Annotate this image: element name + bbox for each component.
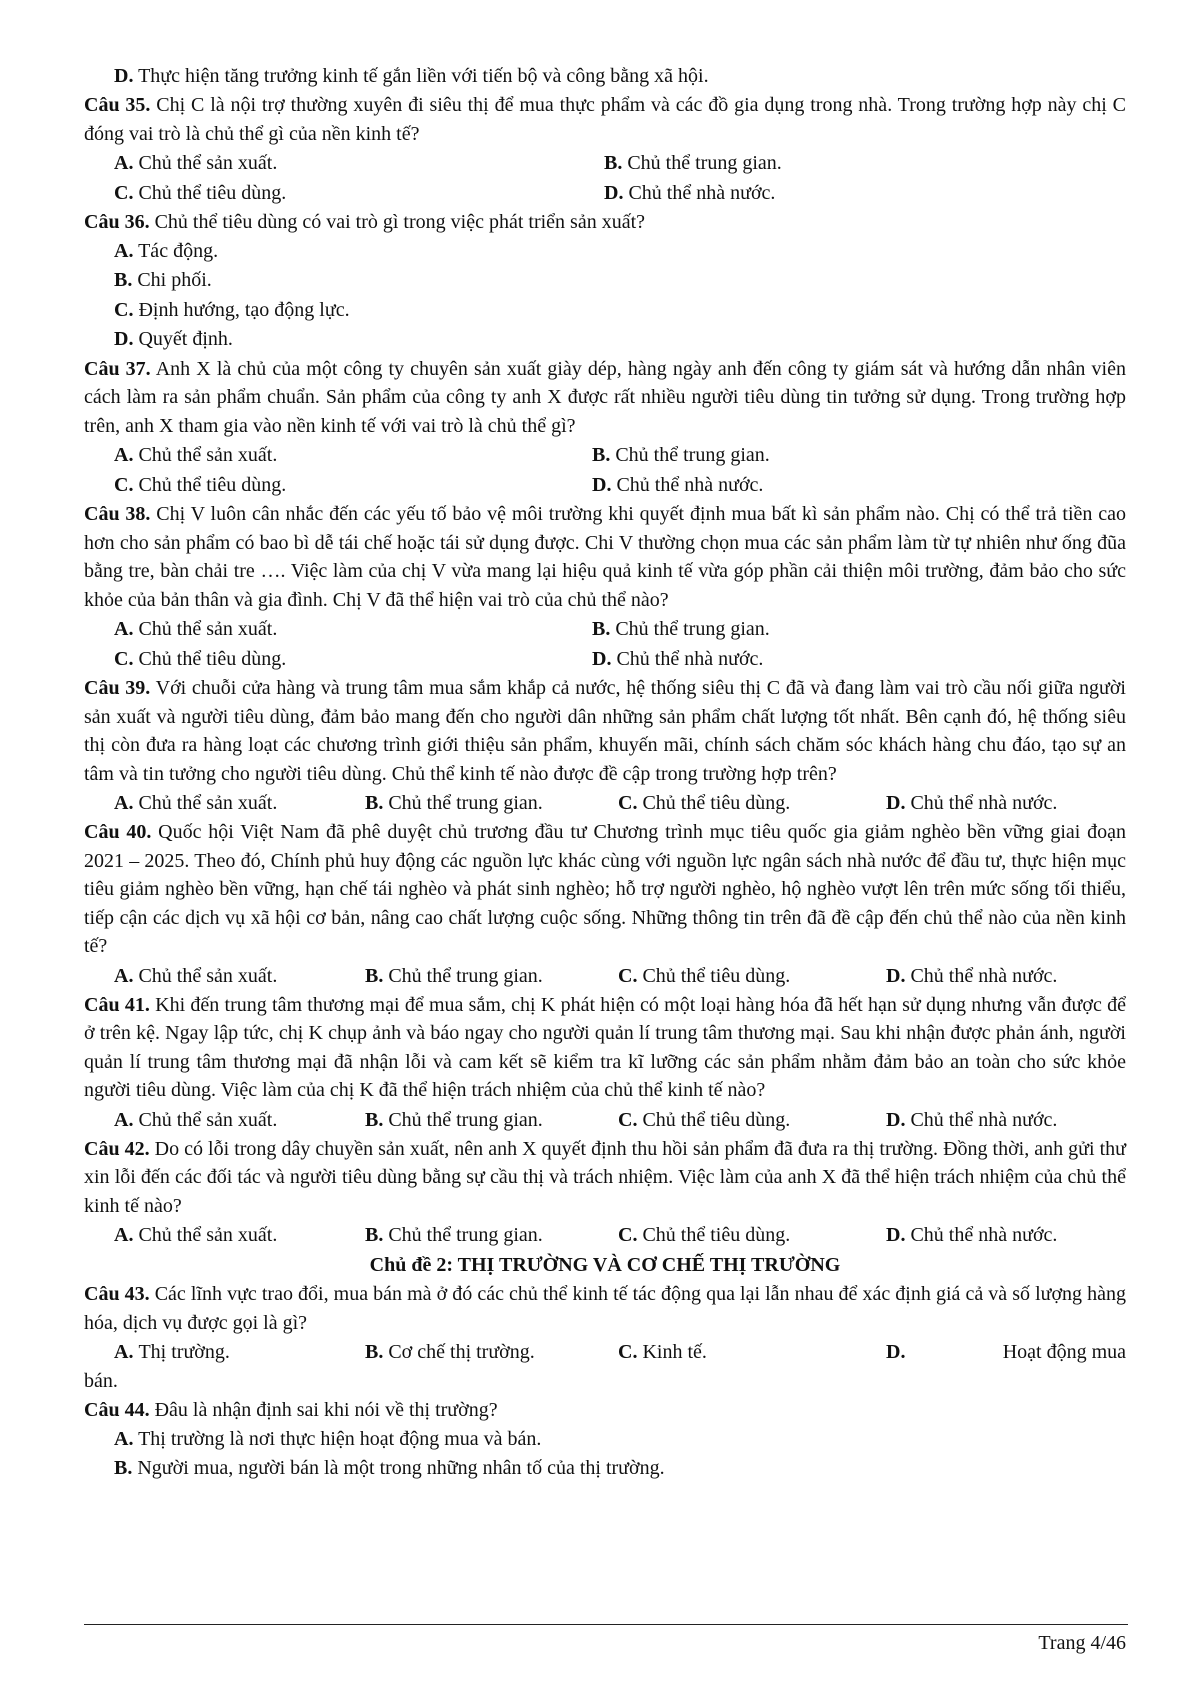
option-d: D. Quyết định. — [114, 328, 233, 350]
option-c: C. Định hướng, tạo động lực. — [114, 298, 350, 321]
option-d-continuation: bán. — [84, 1370, 118, 1392]
option-d: D. Chủ thể nhà nước. — [592, 474, 764, 496]
question-text: Chị C là nội trợ thường xuyên đi siêu thị để mua thực phẩm và các đồ gia dụng trong nhà. Trong trường hợp này chị C đóng vai trò là chủ thể gì của nền kinh tế? — [84, 94, 1126, 145]
question-text: Anh X là chủ của một công ty chuyên sản xuất giày dép, hàng ngày anh đến công ty giám sát và hướng dẫn nhân viên cách làm ra sản phẩm chuẩn. Sản phẩm của công ty anh X được rất nhiều người tiêu dùng tin tưởng sử dụng. Trong trường hợp trên, anh X tham gia vào nền kinh tế với vai trò là chủ thể gì? — [84, 357, 1126, 437]
question-text: Đâu là nhận định sai khi nói về thị trường? — [154, 1399, 498, 1421]
options-row — [84, 788, 1126, 818]
option-c: C. Chủ thể tiêu dùng. — [618, 1224, 791, 1246]
question-40 — [84, 818, 1126, 961]
page-number: Trang 4/46 — [1038, 1632, 1126, 1654]
option-c: C. Chủ thể tiêu dùng. — [114, 648, 287, 670]
question-label: Câu 41. — [84, 993, 150, 1016]
question-label: Câu 36. — [84, 211, 150, 233]
question-35 — [84, 91, 1126, 148]
option-a: A. Chủ thể sản xuất. — [114, 618, 278, 640]
options-row — [84, 644, 1126, 674]
question-label: Câu 43. — [84, 1283, 150, 1305]
options-row — [84, 178, 1126, 208]
option-a: A. Chủ thể sản xuất. — [114, 792, 278, 814]
option-b: B. Chủ thể trung gian. — [365, 792, 543, 814]
option-b: B. Người mua, người bán là một trong những nhân tố của thị trường. — [114, 1457, 665, 1479]
option-text: Thực hiện tăng trưởng kinh tế gắn liền với tiến bộ và công bằng xã hội. — [138, 65, 709, 87]
question-39 — [84, 674, 1126, 788]
question-label: Câu 37. — [84, 357, 151, 380]
option-d: D. Chủ thể nhà nước. — [604, 182, 776, 204]
option-b: B. Chủ thể trung gian. — [365, 964, 543, 987]
option-b: B. Chủ thể trung gian. — [592, 618, 770, 640]
question-41 — [84, 991, 1126, 1105]
options-row — [84, 1220, 1126, 1250]
options-row — [84, 1105, 1126, 1135]
question-label: Câu 40. — [84, 821, 152, 843]
option-a: A. Thị trường. — [114, 1341, 230, 1363]
options-row — [84, 614, 1126, 644]
options-row — [84, 440, 1126, 470]
option-a: A. Chủ thể sản xuất. — [114, 1108, 278, 1131]
option-c: C. Chủ thể tiêu dùng. — [618, 1108, 791, 1131]
question-text: Quốc hội Việt Nam đã phê duyệt chủ trương đầu tư Chương trình mục tiêu quốc gia giảm nghèo bền vững giai đoạn 2021 – 2025. Theo đó, Chính phủ huy động các nguồn lực khác cùng với nguồn lực ngân sách nhà nước để đầu tư, thực hiện mục tiêu giảm nghèo bền vững, hạn chế tái nghèo và phát sinh nghèo; hỗ trợ người nghèo, hộ nghèo vượt lên trên mức sống tối thiểu, tiếp cận các dịch vụ xã hội cơ bản, nâng cao chất lượng cuộc sống. Những thông tin trên đã đề cập đến chủ thể nào của nền kinh tế? — [84, 821, 1126, 957]
question-38 — [84, 500, 1126, 614]
option-b: B. Chủ thể trung gian. — [365, 1108, 543, 1131]
option-d: D. Chủ thể nhà nước. — [592, 648, 764, 670]
question-label: Câu 44. — [84, 1399, 150, 1421]
question-text: Do có lỗi trong dây chuyền sản xuất, nên anh X quyết định thu hồi sản phẩm đã đưa ra thị trường. Đồng thời, anh gửi thư xin lỗi đến các đối tác và người tiêu dùng bằng sự cầu thị và trách nhiệm. Việc làm của anh X đã thể hiện trách nhiệm của chủ thể kinh tế nào? — [84, 1137, 1127, 1217]
question-text: Khi đến trung tâm thương mại để mua sắm, chị K phát hiện có một loại hàng hóa đã hết hạn sử dụng nhưng vẫn được để ở trên kệ. Ngay lập tức, chị K chụp ảnh và báo ngay cho người quản lí trung tâm thương mại. Sau khi nhận được phản ánh, người quản lí trung tâm thương mại đã nhận lỗi và cam kết sẽ kiểm tra kĩ lưỡng các sản phẩm nhằm đảm bảo an toàn cho sức khỏe người tiêu dùng. Việc làm của chị K đã thể hiện trách nhiệm của chủ thể kinh tế nào? — [84, 993, 1126, 1101]
option-a: A. Chủ thể sản xuất. — [114, 964, 278, 987]
question-text: Với chuỗi cửa hàng và trung tâm mua sắm khắp cả nước, hệ thống siêu thị C đã và đang làm vai trò cầu nối giữa người sản xuất và người tiêu dùng, đảm bảo mang đến cho người dân những sản phẩm chất lượng tốt nhất. Bên cạnh đó, hệ thống siêu thị còn đưa ra hàng loạt các chương trình giới thiệu sản phẩm, khuyến mãi, chính sách chăm sóc khách hàng chu đáo, tạo sự an tâm và tin tưởng cho người tiêu dùng. Chủ thể kinh tế nào được đề cập trong trường hợp trên? — [84, 677, 1126, 785]
options-row — [84, 961, 1126, 991]
options-row — [84, 470, 1126, 500]
option-c: C. Chủ thể tiêu dùng. — [618, 792, 791, 814]
question-37 — [84, 355, 1126, 441]
option-c: C. Chủ thể tiêu dùng. — [114, 474, 287, 496]
option-a: A. Chủ thể sản xuất. — [114, 152, 278, 174]
options-row — [84, 1337, 1126, 1367]
option-c: C. Chủ thể tiêu dùng. — [114, 182, 287, 204]
options-row — [84, 148, 1126, 178]
option-d: D. Hoạt động mua — [886, 1341, 1126, 1363]
option-c: C. Kinh tế. — [618, 1341, 707, 1363]
question-44 — [84, 1396, 1126, 1425]
topic-heading: Chủ đề 2: THỊ TRƯỜNG VÀ CƠ CHẾ THỊ TRƯỜNG — [369, 1254, 841, 1276]
question-text: Các lĩnh vực trao đổi, mua bán mà ở đó các chủ thể kinh tế tác động qua lại lẫn nhau để xác định giá cả và số lượng hàng hóa, dịch vụ được gọi là gì? — [84, 1283, 1126, 1334]
question-36 — [84, 208, 1126, 237]
question-43 — [84, 1280, 1126, 1337]
option-d: D. Chủ thể nhà nước. — [886, 1224, 1058, 1246]
option-a: A. Tác động. — [114, 239, 219, 262]
option-d: D. Chủ thể nhà nước. — [886, 792, 1058, 814]
footer-divider — [84, 1624, 1128, 1625]
question-text: Chị V luôn cân nhắc đến các yếu tố bảo vệ môi trường khi quyết định mua bất kì sản phẩm nào. Chị có thể trả tiền cao hơn cho sản phẩm có bao bì dễ tái chế hoặc tái sử dụng được. Chi V thường chọn mua các sản phẩm làm từ tự nhiên như ống đũa bằng tre, bàn chải tre …. Việc làm của chị V vừa mang lại hiệu quả kinh tế vừa góp phần cải thiện môi trường, đảm bảo cho sức khỏe của bản thân và gia đình. Chị V đã thể hiện vai trò của chủ thể nào? — [84, 503, 1126, 611]
question-label: Câu 42. — [84, 1137, 150, 1160]
option-d: D. Chủ thể nhà nước. — [886, 964, 1058, 987]
question-text: Chủ thể tiêu dùng có vai trò gì trong việc phát triển sản xuất? — [154, 211, 646, 233]
option-c: C. Chủ thể tiêu dùng. — [618, 964, 791, 987]
option-a: A. Chủ thể sản xuất. — [114, 444, 278, 466]
question-label: Câu 35. — [84, 94, 151, 116]
option-a: A. Chủ thể sản xuất. — [114, 1224, 278, 1246]
option-b: B. Chủ thể trung gian. — [592, 444, 770, 466]
question-label: Câu 39. — [84, 677, 151, 699]
option-a: A. Thị trường là nơi thực hiện hoạt động mua và bán. — [114, 1427, 542, 1450]
option-d: D. Chủ thể nhà nước. — [886, 1108, 1058, 1131]
option-b: B. Cơ chế thị trường. — [365, 1341, 535, 1363]
question-label: Câu 38. — [84, 503, 151, 525]
option-b: B. Chủ thể trung gian. — [604, 152, 782, 174]
option-letter: D. — [114, 65, 134, 87]
option-b: B. Chủ thể trung gian. — [365, 1224, 543, 1246]
top-option-d — [84, 62, 1126, 91]
question-42 — [84, 1135, 1126, 1221]
document-page — [84, 62, 1126, 1484]
option-b: B. Chi phối. — [114, 269, 212, 291]
